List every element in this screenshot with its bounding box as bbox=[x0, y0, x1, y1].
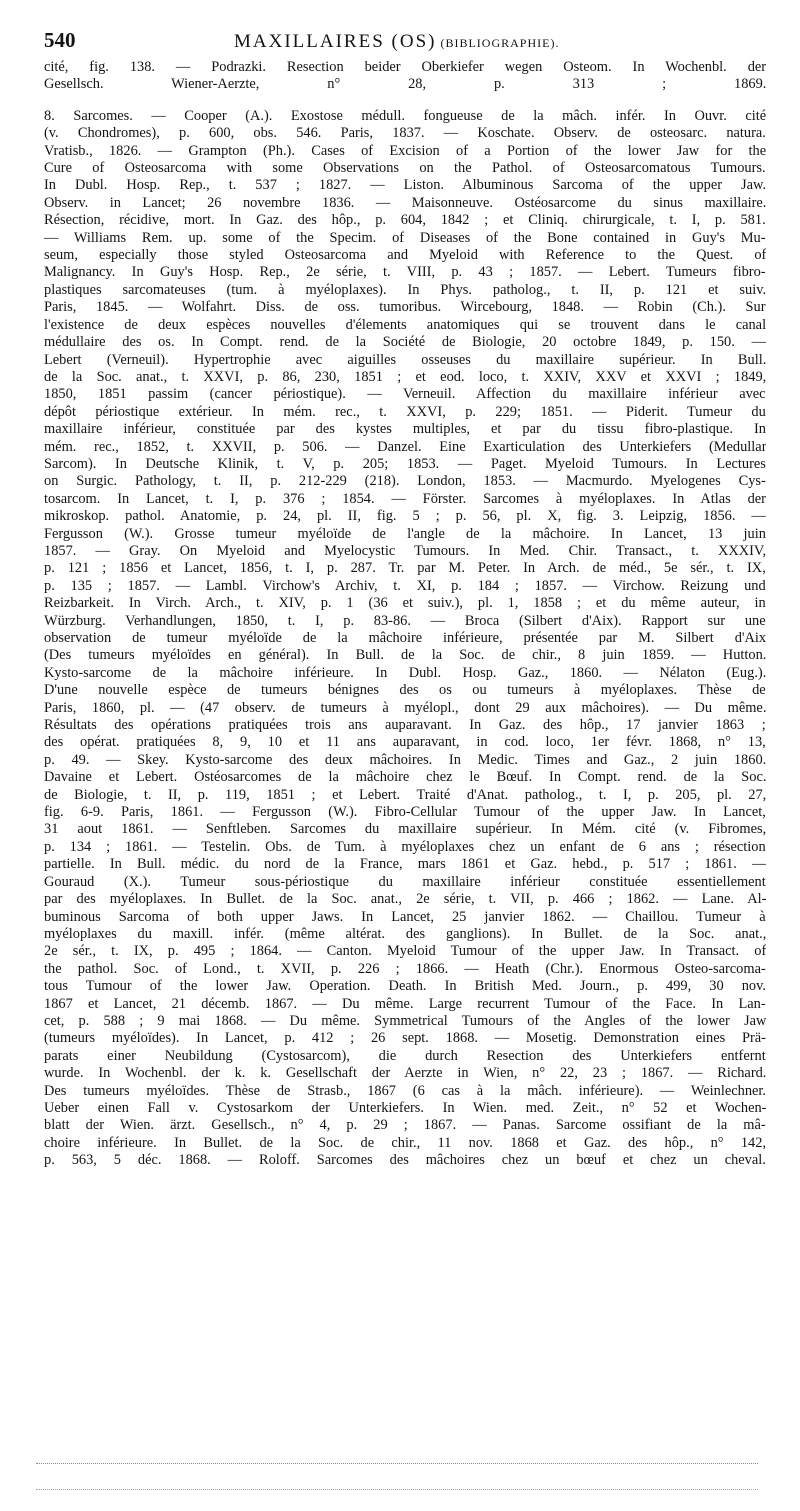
text-line: — Williams Rem. up. some of the Specim. of Diseases of the Bone contained in Guy's Mu- bbox=[44, 229, 766, 246]
text-line: buminous Sarcoma of both upper Jaws. In Lancet, 25 janvier 1862. — Chaillou. Tumeur à bbox=[44, 908, 766, 925]
text-line: observation de tumeur myéloïde de la mâchoire inférieure, présentée par M. Silbert d'Aix bbox=[44, 630, 766, 646]
text-line: In Dubl. Hosp. Rep., t. 537 ; 1827. — Liston. Albuminous Sarcoma of the upper Jaw. bbox=[44, 177, 766, 194]
text-line: (v. Chondromes), p. 600, obs. 546. Paris, 1837. — Koschate. Observ. de osteosarc. natura. bbox=[44, 125, 766, 142]
page-number: 540 bbox=[44, 28, 76, 52]
text-line: Observ. in Lancet; 26 novembre 1836. — Maisonneuve. Ostéosarcome du sinus maxillaire. bbox=[44, 194, 766, 211]
text-line: Des tumeurs myéloïdes. Thèse de Strasb., 1867 (6 cas à la mâch. inférieure). — Weinlechner. bbox=[44, 1082, 766, 1099]
text-line: 1857. — Gray. On Myeloid and Myelocystic Tumours. In Med. Chir. Transact., t. XXXIV, bbox=[44, 542, 766, 559]
text-line: Sarcom). In Deutsche Klinik, t. V, p. 205; 1853. — Paget. Myeloid Tumours. In Lectures bbox=[44, 455, 766, 472]
text-line: l'existence de deux espèces nouvelles d'élements anatomiques qui se trouvent dans le canal bbox=[44, 316, 766, 333]
text-line: Vratisb., 1826. — Grampton (Ph.). Cases of Excision of a Portion of the lower Jaw for the bbox=[44, 142, 766, 159]
text-line: p. 135 ; 1857. — Lambl. Virchow's Archiv, t. XI, p. 184 ; 1857. — Virchow. Reizung und bbox=[44, 577, 766, 594]
text-line: mém. rec., 1852, t. XXVII, p. 506. — Danzel. Eine Exarticulation des Unterkiefers (Medullar bbox=[44, 438, 766, 455]
text-line: p. 49. — Skey. Kysto-sarcome des deux mâchoires. In Medic. Times and Gaz., 2 juin 1860. bbox=[44, 751, 766, 768]
page-header bbox=[44, 28, 766, 58]
text-line: tosarcom. In Lancet, t. I, p. 376 ; 1854. — Förster. Sarcomes à myéloplaxes. In Atlas der bbox=[44, 490, 766, 507]
footer-dotted-rule-lower bbox=[36, 1489, 758, 1491]
text-line: Gesellsch. Wiener-Aerzte, n° 28, p. 313 ; 1869. bbox=[44, 76, 766, 93]
text-line: mikroskop. pathol. Anatomie, p. 24, pl. II, fig. 5 ; p. 56, pl. X, fig. 3. Leipzig, 1856. — bbox=[44, 508, 766, 525]
running-title bbox=[234, 31, 559, 53]
text-line: Kysto-sarcome de la mâchoire inférieure. In Dubl. Hosp. Gaz., 1860. — Nélaton (Eug.). bbox=[44, 664, 766, 681]
text-line: wurde. In Wochenbl. der k. k. Gesellschaft der Aerzte in Wien, n° 22, 23 ; 1867. — Richard. bbox=[44, 1065, 766, 1082]
footer-dotted-rule bbox=[36, 1463, 758, 1465]
text-line: 2e sér., t. IX, p. 495 ; 1864. — Canton. Myeloid Tumour of the upper Jaw. In Transact. of bbox=[44, 943, 766, 960]
text-line: on Surgic. Pathology, t. II, p. 212-229 (218). London, 1853. — Macmurdo. Myelogenes Cys- bbox=[44, 473, 766, 490]
text-line: Paris, 1860, pl. — (47 observ. de tumeurs à myélopl., dont 29 aux mâchoires). — Du même. bbox=[44, 699, 766, 716]
text-line: cet, p. 588 ; 9 mai 1868. — Du même. Symmetrical Tumours of the Angles of the lower Jaw bbox=[44, 1012, 766, 1029]
text-line: cité, fig. 138. — Podrazki. Resection beider Oberkiefer wegen Osteom. In Wochenbl. der bbox=[44, 59, 766, 75]
continuation-paragraph bbox=[44, 59, 766, 94]
text-line: Reizbarkeit. In Virch. Arch., t. XIV, p. 1 (36 et suiv.), pl. 1, 1858 ; et du même auteur, in bbox=[44, 595, 766, 612]
text-line: médullaire des os. In Compt. rend. de la Société de Biologie, 20 octobre 1849, p. 150. — bbox=[44, 334, 766, 351]
text-line: the pathol. Soc. of Lond., t. XVII, p. 226 ; 1866. — Heath (Chr.). Enormous Osteo-sarcoma- bbox=[44, 960, 766, 977]
text-line: partielle. In Bull. médic. du nord de la France, mars 1861 et Gaz. hebd., p. 517 ; 1861. — bbox=[44, 856, 766, 873]
text-line: Gouraud (X.). Tumeur sous-périostique du maxillaire inférieur constituée essentiellement bbox=[44, 873, 766, 890]
text-line: 8. Sarcomes. — Cooper (A.). Exostose médull. fongueuse de la mâch. infér. In Ouvr. cité bbox=[44, 107, 766, 124]
text-line: D'une nouvelle espèce de tumeurs bénignes des os ou tumeurs à myéloplaxes. Thèse de bbox=[44, 682, 766, 699]
text-line: 1867 et Lancet, 21 décemb. 1867. — Du même. Large recurrent Tumour of the Face. In Lan- bbox=[44, 995, 766, 1012]
text-line: fig. 6-9. Paris, 1861. — Fergusson (W.). Fibro-Cellular Tumour of the upper Jaw. In Lancet, bbox=[44, 804, 766, 821]
text-line: de Biologie, t. II, p. 119, 1851 ; et Lebert. Traité d'Anat. patholog., t. I, p. 205, pl. 27, bbox=[44, 786, 766, 803]
text-line: de la Soc. anat., t. XXVI, p. 86, 230, 1851 ; et eod. loco, t. XXIV, XXV et XXVI ; 1849, bbox=[44, 368, 766, 385]
text-line: Davaine et Lebert. Ostéosarcomes de la mâchoire chez le Bœuf. In Compt. rend. de la Soc. bbox=[44, 769, 766, 786]
text-line: 1850, 1851 passim (cancer périostique). — Verneuil. Affection du maxillaire inférieur avec bbox=[44, 386, 766, 403]
text-line: Cure of Osteosarcoma with some Observations on the Pathol. of Osteosarcomatous Tumours. bbox=[44, 160, 766, 177]
text-line: Würzburg. Verhandlungen, 1850, t. I, p. 83-86. — Broca (Silbert d'Aix). Rapport sur une bbox=[44, 612, 766, 629]
text-line: p. 134 ; 1861. — Testelin. Obs. de Tum. à myéloplaxes chez un enfant de 6 ans ; résection bbox=[44, 838, 766, 855]
text-line: parats einer Neubildung (Cystosarcom), die durch Resection des Unterkiefers entfernt bbox=[44, 1047, 766, 1064]
text-line: p. 563, 5 déc. 1868. — Roloff. Sarcomes des mâchoires chez un bœuf et chez un cheval. bbox=[44, 1152, 766, 1169]
book-page bbox=[44, 28, 766, 1170]
text-line: Ueber einen Fall v. Cystosarkom der Unterkiefers. In Wien. med. Zeit., n° 52 et Wochen- bbox=[44, 1099, 766, 1116]
text-line: blatt der Wien. ärzt. Gesellsch., n° 4, p. 29 ; 1867. — Panas. Sarcome ossifiant de la mâ- bbox=[44, 1117, 766, 1134]
text-line: des opérat. pratiquées 8, 9, 10 et 11 ans auparavant, in cod. loco, 1er févr. 1868, n° 13, bbox=[44, 734, 766, 751]
text-line: seum, especially those styled Osteosarcoma and Myeloid with Reference to the Quest. of bbox=[44, 247, 766, 264]
running-subtitle: (BIBLIOGRAPHIE). bbox=[440, 36, 560, 50]
text-line: Fergusson (W.). Grosse tumeur myéloïde de l'angle de la mâchoire. In Lancet, 13 juin bbox=[44, 525, 766, 542]
text-line: Lebert (Verneuil). Hypertrophie avec aiguilles osseuses du maxillaire supérieur. In Bull. bbox=[44, 351, 766, 368]
sarcomes-bibliography-section bbox=[44, 108, 766, 1170]
text-line: maxillaire inférieur, constituée par des kystes multiples, et par du tissu fibro-plastique. In bbox=[44, 421, 766, 438]
text-line: plastiques sarcomateuses (tum. à myéloplaxes). In Phys. patholog., t. II, p. 121 et suiv. bbox=[44, 281, 766, 298]
text-line: (tumeurs myéloïdes). In Lancet, p. 412 ; 26 sept. 1868. — Mosetig. Demonstration eines Prä- bbox=[44, 1030, 766, 1047]
text-line: Paris, 1845. — Wolfahrt. Diss. de oss. tumoribus. Wircebourg, 1848. — Robin (Ch.). Sur bbox=[44, 299, 766, 316]
text-line: par des myéloplaxes. In Bullet. de la Soc. anat., 2e série, t. VII, p. 466 ; 1862. — Lane. Al- bbox=[44, 891, 766, 908]
text-line: dépôt périostique extérieur. In mém. rec., t. XXVI, p. 229; 1851. — Piderit. Tumeur du bbox=[44, 403, 766, 420]
text-line: (Des tumeurs myéloïdes en général). In Bull. de la Soc. de chir., 8 juin 1859. — Hutton. bbox=[44, 647, 766, 664]
running-title-text: MAXILLAIRES (OS) bbox=[234, 31, 437, 52]
text-line: choire inférieure. In Bullet. de la Soc. de chir., 11 nov. 1868 et Gaz. des hôp., n° 142, bbox=[44, 1134, 766, 1151]
text-line: Résultats des opérations pratiquées trois ans auparavant. In Gaz. des hôp., 17 janvier 1863 ; bbox=[44, 717, 766, 734]
text-line: myéloplaxes du maxill. infér. (même altérat. des ganglions). In Bullet. de la Soc. anat., bbox=[44, 925, 766, 942]
text-line: Malignancy. In Guy's Hosp. Rep., 2e série, t. VIII, p. 43 ; 1857. — Lebert. Tumeurs fibro- bbox=[44, 264, 766, 281]
text-line: 31 aout 1861. — Senftleben. Sarcomes du maxillaire supérieur. In Mém. cité (v. Fibromes, bbox=[44, 821, 766, 838]
text-line: Résection, récidive, mort. In Gaz. des hôp., p. 604, 1842 ; et Cliniq. chirurgicale, t. I, p. 581. bbox=[44, 212, 766, 229]
text-line: tous Tumour of the lower Jaw. Operation. Death. In British Med. Journ., p. 499, 30 nov. bbox=[44, 978, 766, 995]
text-line: p. 121 ; 1856 et Lancet, 1856, t. I, p. 287. Tr. par M. Peter. In Arch. de méd., 5e sér., t. IX, bbox=[44, 560, 766, 577]
